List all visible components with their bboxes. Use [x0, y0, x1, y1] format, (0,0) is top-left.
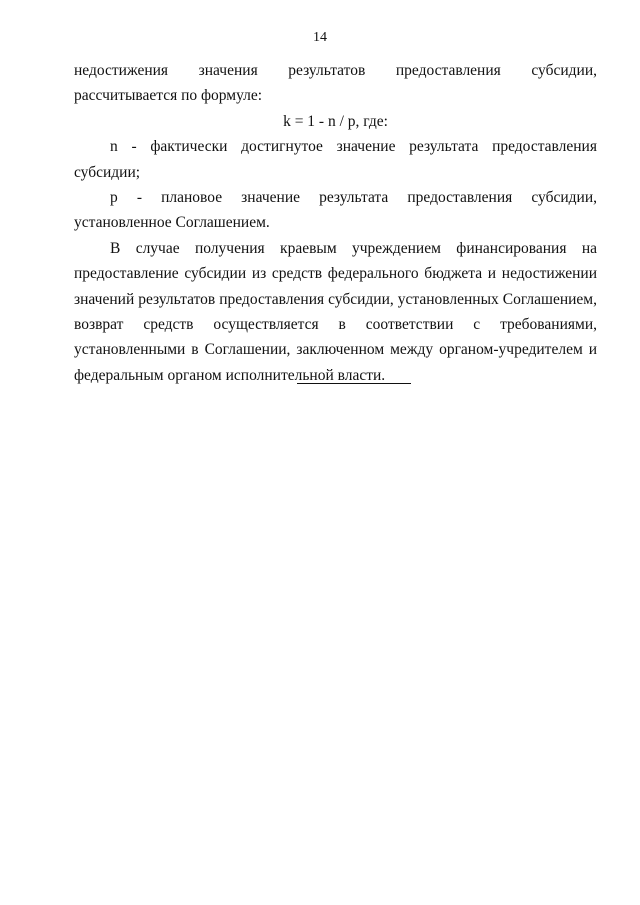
paragraph-main: В случае получения краевым учреждением финансирования на предоставление субсидии из средств федерального бюджета и недостижении значений результатов предоставления субсидии, установленных Соглашением, возврат средств осуществляется в соответствии с требованиями, установленными в Соглашении, заключенном между органом-учредителем и федеральным органом исполнительной власти. — [74, 239, 597, 384]
definition-p: p - плановое значение результата предоставления субсидии, установленное Соглашением. — [74, 189, 597, 232]
page-number: 14 — [313, 30, 327, 45]
paragraph-intro: недостижения значения результатов предоставления субсидии, рассчитывается по формуле: — [74, 62, 597, 105]
definition-n: n - фактически достигнутое значение результата предоставления субсидии; — [74, 138, 597, 181]
end-separator-line — [297, 383, 411, 384]
formula: k = 1 - n / p, где: — [283, 112, 388, 130]
document-body — [74, 58, 597, 388]
